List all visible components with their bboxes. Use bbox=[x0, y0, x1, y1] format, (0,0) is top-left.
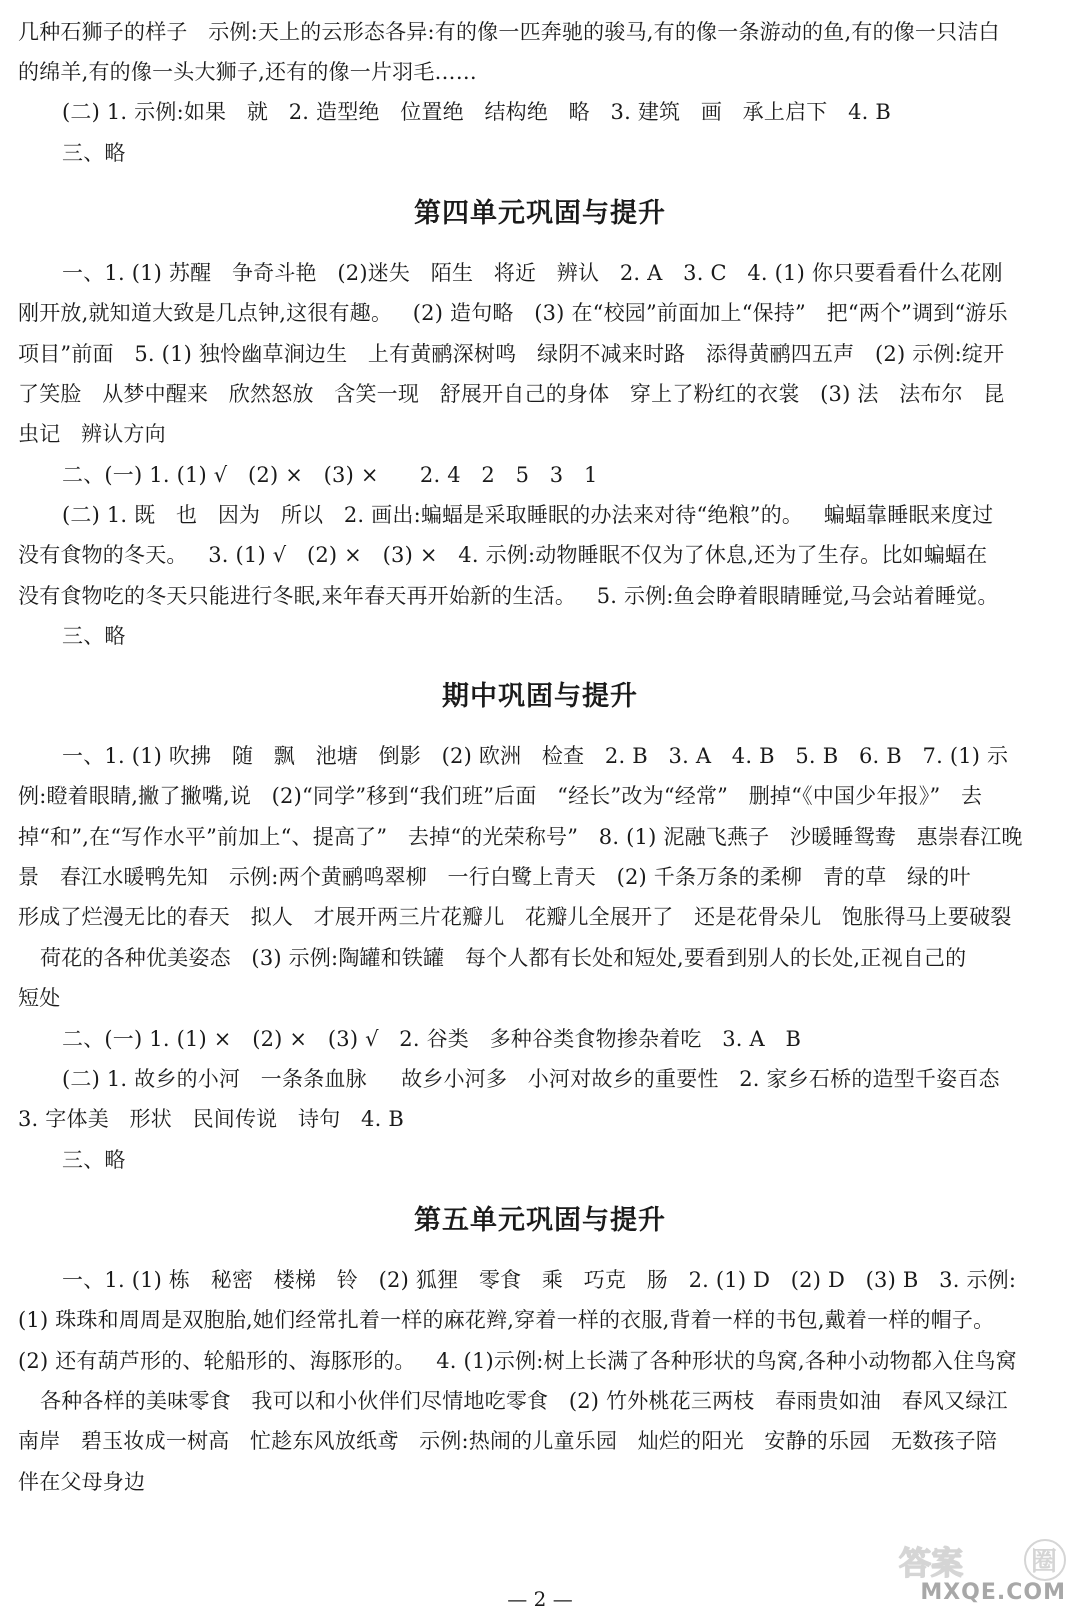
section-title-midterm: 期中巩固与提升 bbox=[442, 681, 638, 712]
text-line: 一、1. (1) 栋 秘密 楼梯 铃 (2) 狐狸 零食 乘 巧克 肠 2. (1) D (2) D (3) B 3. 示例: bbox=[62, 1268, 1017, 1292]
section-title-unit5: 第五单元巩固与提升 bbox=[414, 1205, 666, 1236]
text-line: 3. 字体美 形状 民间传说 诗句 4. B bbox=[18, 1107, 404, 1131]
section-title-unit4: 第四单元巩固与提升 bbox=[414, 198, 666, 229]
text-line: 二、(一) 1. (1) × (2) × (3) √ 2. 谷类 多种谷类食物掺杂着吃 3. A B bbox=[62, 1027, 802, 1051]
text-line: 三、略 bbox=[62, 1148, 126, 1172]
text-line: 伴在父母身边 bbox=[18, 1470, 146, 1494]
text-line: 景 春江水暖鸭先知 示例:两个黄鹂鸣翠柳 一行白鹭上青天 (2) 千条万条的柔柳 青的草 绿的叶 bbox=[18, 865, 971, 889]
text-line: 虫记 辨认方向 bbox=[18, 422, 166, 446]
text-line: 没有食物吃的冬天只能进行冬眠,来年春天再开始新的生活。 5. 示例:鱼会睁着眼睛睡觉,马会站着睡觉。 bbox=[18, 584, 999, 608]
watermark-url: MXQE.COM bbox=[920, 1580, 1066, 1605]
page-number: — 2 — bbox=[507, 1587, 573, 1611]
text-line: 短处 bbox=[18, 986, 61, 1010]
text-line: 一、1. (1) 吹拂 随 飘 池塘 倒影 (2) 欧洲 检查 2. B 3. A 4. B 5. B 6. B 7. (1) 示 bbox=[62, 744, 1009, 768]
text-line: 形成了烂漫无比的春天 拟人 才展开两三片花瓣儿 花瓣儿全展开了 还是花骨朵儿 饱胀得马上要破裂 bbox=[18, 905, 1012, 929]
text-line: 例:瞪着眼睛,撇了撇嘴,说 (2)“同学”移到“我们班”后面 “经长”改为“经常” 删掉“《中国少年报》” 去 bbox=[18, 784, 983, 808]
text-line: 二、(一) 1. (1) √ (2) × (3) × 2. 4 2 5 3 1 bbox=[62, 463, 598, 487]
text-line: 三、略 bbox=[62, 624, 126, 648]
text-line: 荷花的各种优美姿态 (3) 示例:陶罐和铁罐 每个人都有长处和短处,要看到别人的长处,正视自己的 bbox=[40, 946, 967, 970]
text-line: (二) 1. 既 也 因为 所以 2. 画出:蝙蝠是采取睡眠的办法来对待“绝粮”的。 蝙蝠靠睡眠来度过 bbox=[62, 503, 994, 527]
text-line: 掉“和”,在“写作水平”前加上“、提高了” 去掉“的光荣称号” 8. (1) 泥融飞燕子 沙暖睡鸳鸯 惠崇春江晚 bbox=[18, 825, 1023, 849]
text-line: 了笑脸 从梦中醒来 欣然怒放 含笑一现 舒展开自己的身体 穿上了粉红的衣裳 (3) 法 法布尔 昆 bbox=[18, 382, 1005, 406]
text-line: (2) 还有葫芦形的、轮船形的、海豚形的。 4. (1)示例:树上长满了各种形状的鸟窝,各种小动物都入住鸟窝 bbox=[18, 1349, 1017, 1373]
text-line: (二) 1. 示例:如果 就 2. 造型绝 位置绝 结构绝 略 3. 建筑 画 承上启下 4. B bbox=[62, 100, 892, 124]
text-line: 南岸 碧玉妆成一树高 忙趁东风放纸鸢 示例:热闹的儿童乐园 灿烂的阳光 安静的乐园 无数孩子陪 bbox=[18, 1429, 998, 1453]
text-line: 的绵羊,有的像一头大狮子,还有的像一片羽毛…… bbox=[18, 60, 477, 84]
text-line: 没有食物的冬天。 3. (1) √ (2) × (3) × 4. 示例:动物睡眠不仅为了休息,还为了生存。比如蝙蝠在 bbox=[18, 543, 988, 567]
text-line: (1) 珠珠和周周是双胞胎,她们经常扎着一样的麻花辫,穿着一样的衣服,背着一样的书包,戴着一样的帽子。 bbox=[18, 1308, 995, 1332]
text-line: 刚开放,就知道大致是几点钟,这很有趣。 (2) 造句略 (3) 在“校园”前面加上“保持” 把“两个”调到“游乐 bbox=[18, 301, 1008, 325]
text-line: 一、1. (1) 苏醒 争奇斗艳 (2)迷失 陌生 将近 辨认 2. A 3. C 4. (1) 你只要看看什么花刚 bbox=[62, 261, 1003, 285]
text-line: 项目”前面 5. (1) 独怜幽草涧边生 上有黄鹂深树鸣 绿阴不减来时路 添得黄鹂四五声 (2) 示例:绽开 bbox=[18, 342, 1005, 366]
svg-text:答案: 答案 bbox=[899, 1544, 964, 1582]
text-line: 各种各样的美味零食 我可以和小伙伴们尽情地吃零食 (2) 竹外桃花三两枝 春雨贵如油 春风又绿江 bbox=[40, 1389, 1008, 1413]
svg-text:圈: 圈 bbox=[1031, 1547, 1058, 1577]
text-line: 三、略 bbox=[62, 141, 126, 165]
text-line: 几种石狮子的样子 示例:天上的云形态各异:有的像一匹奔驰的骏马,有的像一条游动的鱼,有的像一只洁白 bbox=[18, 20, 1000, 44]
text-line: (二) 1. 故乡的小河 一条条血脉 故乡小河多 小河对故乡的重要性 2. 家乡石桥的造型千姿百态 bbox=[62, 1067, 1000, 1091]
